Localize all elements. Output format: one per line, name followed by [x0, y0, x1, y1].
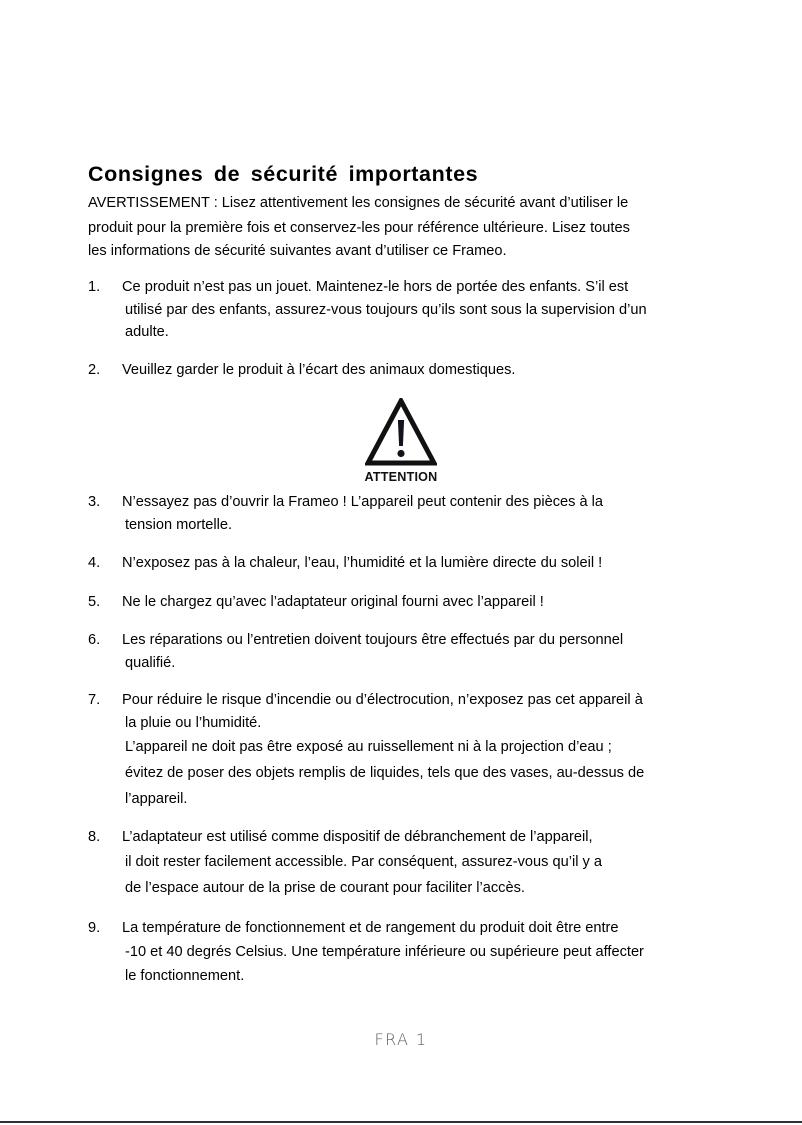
list-item-number: 6.: [88, 632, 101, 648]
list-item-line: le fonctionnement.: [125, 968, 245, 984]
intro-line: les informations de sécurité suivantes avant d’utiliser ce Frameo.: [88, 243, 507, 259]
list-item-line: L’adaptateur est utilisé comme dispositif de débranchement de l’appareil,: [122, 829, 593, 845]
list-item: [88, 491, 718, 536]
intro-line: produit pour la première fois et conservez-les pour référence ultérieure. Lisez toutes: [88, 219, 630, 236]
page-title: Consignes de sécurité importantes: [88, 162, 479, 187]
list-item: [88, 276, 718, 344]
list-item-line: la pluie ou l’humidité.: [125, 714, 262, 731]
list-item-line: -10 et 40 degrés Celsius. Une température inférieure ou supérieure peut affecter: [125, 944, 644, 960]
intro-line: AVERTISSEMENT : Lisez attentivement les consignes de sécurité avant d’utiliser le: [88, 195, 629, 211]
bottom-divider: [0, 1121, 802, 1123]
list-item-line: évitez de poser des objets remplis de liquides, tels que des vases, au-dessus de: [125, 765, 645, 781]
list-item-line: de l’espace autour de la prise de courant pour faciliter l’accès.: [125, 879, 525, 896]
list-item-line: La température de fonctionnement et de rangement du produit doit être entre: [122, 919, 619, 936]
list-item-line: il doit rester facilement accessible. Par conséquent, assurez-vous qu’il y a: [125, 853, 602, 870]
list-item-line: Pour réduire le risque d’incendie ou d’électrocution, n’exposez pas cet appareil à: [122, 692, 643, 708]
safety-instructions-list: [88, 276, 718, 988]
list-item-line: Ne le chargez qu’avec l’adaptateur original fourni avec l’appareil !: [122, 593, 544, 610]
page-footer: [0, 1030, 802, 1049]
list-item: [88, 689, 718, 812]
list-item-number: 3.: [88, 494, 101, 510]
list-item-line: N’exposez pas à la chaleur, l’eau, l’humidité et la lumière directe du soleil !: [122, 555, 603, 571]
list-item-line: Ce produit n’est pas un jouet. Maintenez-le hors de portée des enfants. S’il est: [122, 279, 629, 295]
list-item: [88, 591, 718, 614]
list-item-line: adulte.: [125, 324, 169, 340]
list-item-line: Veuillez garder le produit à l’écart des animaux domestiques.: [122, 361, 516, 378]
list-item: [88, 552, 718, 575]
list-item-number: 8.: [88, 829, 101, 845]
warning-label: ATTENTION: [364, 470, 438, 484]
spacer: [88, 812, 718, 826]
list-item-line: tension mortelle.: [125, 516, 233, 533]
warning-notice: [0, 398, 802, 484]
list-item-number: 2.: [88, 361, 101, 378]
page-number-label: FRA 1: [374, 1030, 428, 1049]
list-item: [88, 359, 718, 382]
spacer: [88, 674, 718, 689]
list-item-line: l’appareil.: [125, 791, 188, 807]
spacer: [88, 536, 718, 552]
list-item-line: N’essayez pas d’ouvrir la Frameo ! L’appareil peut contenir des pièces à la: [122, 494, 604, 510]
spacer: [88, 613, 718, 629]
list-item-number: 5.: [88, 593, 101, 610]
list-item-line: L’appareil ne doit pas être exposé au ruissellement ni à la projection d’eau ;: [125, 739, 612, 755]
list-item-number: 7.: [88, 692, 101, 708]
list-item-number: 1.: [88, 279, 101, 295]
list-item: [88, 917, 718, 988]
spacer: [88, 344, 718, 359]
list-item-line: utilisé par des enfants, assurez-vous toujours qu’ils sont sous la supervision d’un: [125, 301, 647, 318]
list-item: [88, 826, 718, 901]
list-item-line: Les réparations ou l’entretien doivent toujours être effectués par du personnel: [122, 632, 624, 648]
list-item-number: 4.: [88, 555, 101, 571]
list-item: [88, 629, 718, 674]
spacer: [88, 575, 718, 591]
list-item-line: qualifié.: [125, 654, 176, 671]
intro-paragraph: [88, 191, 713, 262]
spacer: [88, 901, 718, 917]
warning-triangle-exclamation-icon: [365, 398, 437, 466]
list-item-number: 9.: [88, 919, 101, 936]
